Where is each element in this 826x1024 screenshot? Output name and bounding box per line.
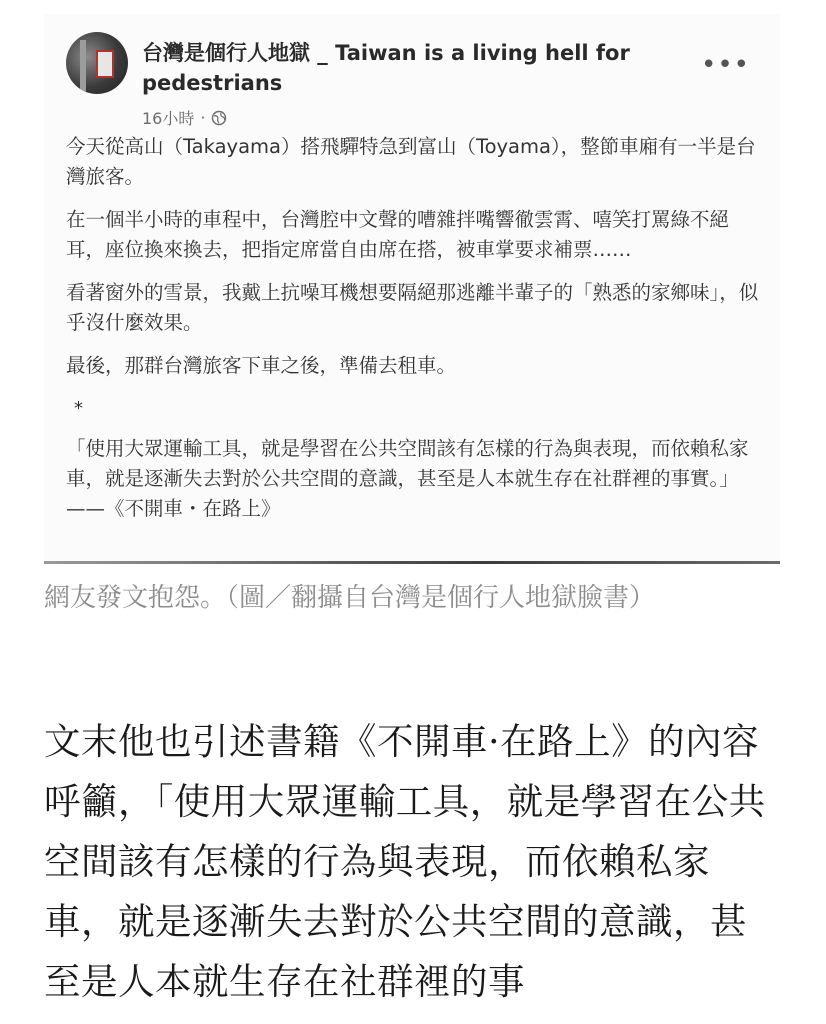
page-avatar[interactable] <box>66 32 128 94</box>
post-separator-star: * <box>74 398 83 419</box>
post-quote: 「使用大眾運輸工具，就是學習在公共空間該有怎樣的行為與表現，而依賴私家車，就是逐漸失去對於公共空間的意識，甚至是人本就生存在社群裡的事實。」——《不開車・在路上》 <box>66 437 749 520</box>
page-name[interactable]: 台灣是個行人地獄 _ Taiwan is a living hell for pedestrians <box>142 41 630 95</box>
more-options-icon[interactable]: ••• <box>700 50 750 80</box>
post-time[interactable]: 16小時 <box>142 109 195 128</box>
avatar-sign <box>96 50 114 78</box>
embedded-post-screenshot <box>44 14 780 564</box>
post-meta <box>142 106 227 129</box>
globe-icon <box>211 110 227 126</box>
post-paragraph: 在一個半小時的車程中，台灣腔中文聲的嘈雜拌嘴響徹雲霄、嘻笑打罵綠不絕耳，座位換來換去，把指定席當自由席在搭，被車掌要求補票…… <box>66 208 730 261</box>
article-paragraph: 文末他也引述書籍《不開車·在路上》的內容呼籲，「使用大眾運輸工具，就是學習在公共空間該有怎樣的行為與表現，而依賴私家車，就是逐漸失去對於公共空間的意識，甚至是人本就生存在社群裡的事 <box>44 720 766 1003</box>
post-paragraph: 看著窗外的雪景，我戴上抗噪耳機想要隔絕那逃離半輩子的「熟悉的家鄉味」，似乎沒什麼效果。 <box>66 281 759 334</box>
avatar-pole <box>80 40 86 94</box>
post-paragraph: 最後，那群台灣旅客下車之後，準備去租車。 <box>66 354 457 377</box>
article-body <box>44 712 780 1012</box>
post-paragraph: 今天從高山（Takayama）搭飛驒特急到富山（Toyama），整節車廂有一半是台灣旅客。 <box>66 135 756 188</box>
post-body <box>66 132 766 537</box>
meta-separator: · <box>200 108 206 127</box>
image-caption: 網友發文抱怨。（圖／翻攝自台灣是個行人地獄臉書） <box>44 583 656 613</box>
post-header <box>66 32 760 132</box>
